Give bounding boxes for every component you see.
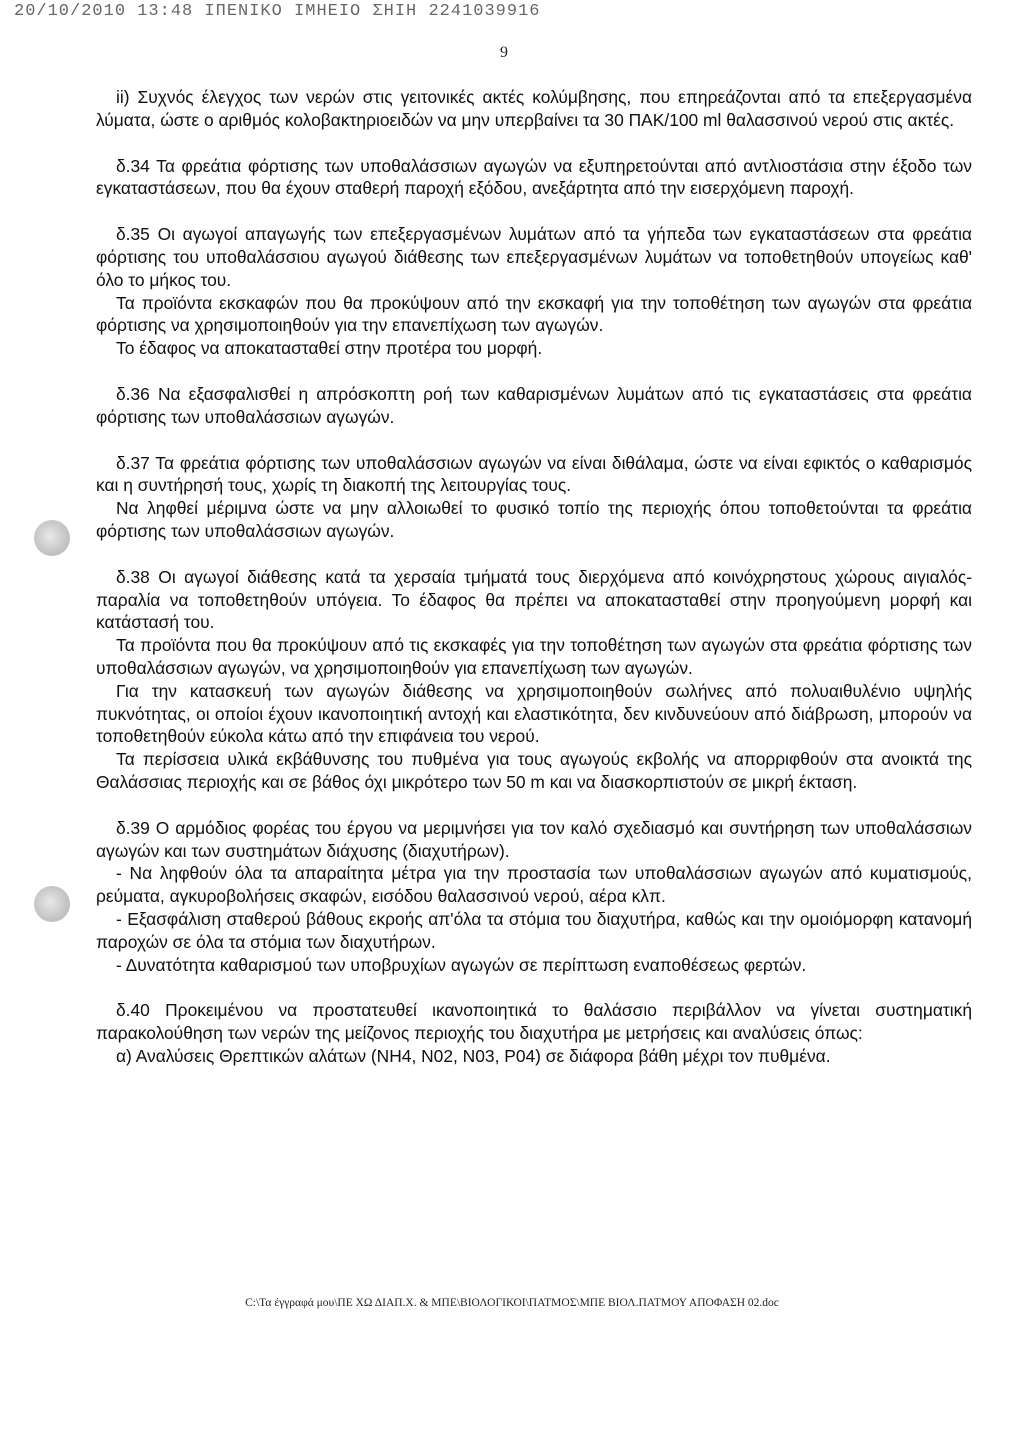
paragraph-d40	[96, 999, 972, 1067]
paragraph-d39-outflow: - Εξασφάλιση σταθερού βάθους εκροής απ'όλα τα στόμια του διαχυτήρα, καθώς και την ομοιόμορφη κατανομή παροχών σε όλα τα στόμια των διαχυτήρων.	[96, 908, 972, 952]
footer-file-path: C:\Τα έγγραφά μου\ΠΕ ΧΩ ΔΙΑΠ.Χ. & ΜΠΕ\ΒΙΟΛΟΓΙΚΟΙ\ΠΑΤΜΟΣ\ΜΠΕ ΒΙΟΛ.ΠΑΤΜΟΥ ΑΠΟΦΑΣΗ 02.doc	[245, 1297, 779, 1309]
paragraph-d39-text: δ.39 Ο αρμόδιος φορέας του έργου να μεριμνήσει για τον καλό σχεδιασμό και συντήρηση των υποθαλάσσιων αγωγών και των συστημάτων διάχυσης (διαχυτήρων).	[96, 817, 972, 861]
paragraph-d39-cleaning: - Δυνατότητα καθαρισμού των υποβρυχίων αγωγών σε περίπτωση εναποθέσεως φερτών.	[116, 954, 807, 975]
paragraph-d36: δ.36 Να εξασφαλισθεί η απρόσκοπτη ροή των καθαρισμένων λυμάτων από τις εγκαταστάσεις στα φρεάτια φόρτισης των υποθαλάσσιων αγωγών.	[96, 383, 972, 427]
punch-hole-bottom	[34, 886, 70, 922]
document-body	[96, 86, 972, 1068]
paragraph-d38-excavation: Τα προϊόντα που θα προκύψουν από τις εκσκαφές για την τοποθέτηση των αγωγών στα φρεάτια φόρτισης των υποθαλάσσιων αγωγών, να χρησιμοποιηθούν για επανεπίχωση των αγωγών.	[96, 635, 972, 678]
paragraph-d38-dredging: Τα περίσσεια υλικά εκβάθυνσης του πυθμένα για τους αγωγούς εκβολής να απορριφθούν στα ανοικτά της Θαλάσσιας περιοχής και σε βάθος όχι μικρότερο των 50 m και να διασκορπιστούν σε μικρή έκταση.	[96, 749, 972, 792]
paragraph-d35-ground: Το έδαφος να αποκατασταθεί στην προτέρα του μορφή.	[116, 338, 543, 359]
paragraph-d40-text: δ.40 Προκειμένου να προστατευθεί ικανοποιητικά το θαλάσσιο περιβάλλον να γίνεται συστηματική παρακολούθηση των νερών της μείζονος περιοχής του διαχυτήρα με μετρήσεις και αναλύσεις όπως:	[96, 1000, 972, 1044]
paragraph-d35-text: δ.35 Οι αγωγοί απαγωγής των επεξεργασμένων λυμάτων από τα γήπεδα των εγκαταστάσεων στα φρεάτια φόρτισης του υποθαλάσσιου αγωγού διάθεσης των επεξεργασμένων λυμάτων να τοποθετηθούν υπογείως καθ' όλο το μήκος του.	[96, 224, 972, 290]
paragraph-d35	[96, 223, 972, 360]
paragraph-d37	[96, 452, 972, 543]
paragraph-d38	[96, 566, 972, 794]
paragraph-d38-text: δ.38 Οι αγωγοί διάθεσης κατά τα χερσαία τμήματά τους διερχόμενα από κοινόχρηστους χώρους αιγιαλός-παραλία να τοποθετηθούν υπόγεια. Το έδαφος θα πρέπει να αποκατασταθεί στην προηγούμενη μορφή και κατάστασή του.	[96, 566, 972, 633]
fax-header: 20/10/2010 13:48 ΙΠΕΝΙΚΟ ΙΜΗΕΙΟ ΣΗΙΗ 2241039916	[14, 2, 541, 21]
paragraph-d34: δ.34 Τα φρεάτια φόρτισης των υποθαλάσσιων αγωγών να εξυπηρετούνται από αντλιοστάσια στην έξοδο των εγκαταστάσεων, που θα έχουν σταθερή παροχή εξόδου, ανεξάρτητα από την εισερχόμενη παροχή.	[96, 155, 972, 199]
punch-hole-top	[34, 520, 70, 556]
paragraph-d38-pipes: Για την κατασκευή των αγωγών διάθεσης να χρησιμοποιηθούν σωλήνες από πολυαιθυλένιο υψηλής πυκνότητας, οι οποίοι έχουν ικανοποιητική αντοχή και ελαστικότητα, δεν κινδυνεύουν από διάβρωση, μπορούν να τοποθετηθούν εύκολα κάτω από την επιφάνεια του νερού.	[96, 680, 972, 747]
paragraph-d39-protection: - Να ληφθούν όλα τα απαραίτητα μέτρα για την προστασία των υποθαλάσσιων αγωγών από κυματισμούς, ρεύματα, αγκυροβολήσεις σκαφών, εισόδου θαλασσινού νερού, αέρα κλπ.	[96, 863, 972, 907]
page-number: 9	[500, 44, 508, 61]
paragraph-d39	[96, 817, 972, 977]
paragraph-d37-landscape: Να ληφθεί μέριμνα ώστε να μην αλλοιωθεί το φυσικό τοπίο της περιοχής όπου τοποθετούνται τα φρεάτια φόρτισης των υποθαλάσσιων αγωγών.	[96, 498, 972, 541]
paragraph-d40-nutrients: α) Αναλύσεις Θρεπτικών αλάτων (NH4, N02, N03, P04) σε διάφορα βάθη μέχρι τον πυθμένα.	[116, 1045, 831, 1066]
paragraph-ii-bathing-water-checks: ii) Συχνός έλεγχος των νερών στις γειτονικές ακτές κολύμβησης, που επηρεάζονται από τα επεξεργασμένα λύματα, ώστε ο αριθμός κολοβακτηριοειδών να μην υπερβαίνει τα 30 ΠΑΚ/100 ml θαλασσινού νερού στις ακτές.	[96, 87, 972, 130]
paragraph-d37-text: δ.37 Τα φρεάτια φόρτισης των υποθαλάσσιων αγωγών να είναι διθάλαμα, ώστε να είναι εφικτός ο καθαρισμός και η συντήρησή τους, χωρίς τη διακοπή της λειτουργίας τους.	[96, 452, 972, 496]
paragraph-d35-excavation: Τα προϊόντα εκσκαφών που θα προκύψουν από την εκσκαφή για την τοποθέτηση των αγωγών στα φρεάτια φόρτισης να χρησιμοποιηθούν για την επανεπίχωση των αγωγών.	[96, 292, 972, 336]
